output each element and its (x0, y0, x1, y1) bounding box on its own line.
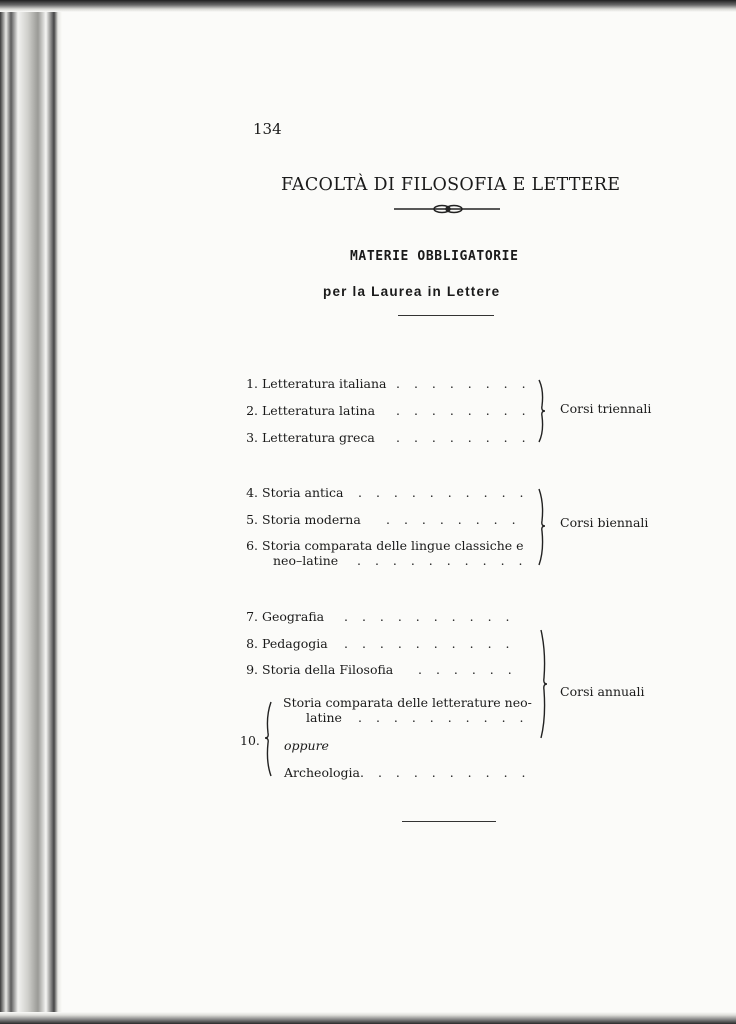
leader-dots: . . . . . . . . . . (344, 636, 515, 651)
item-number: 8. (246, 636, 258, 651)
group-brace (538, 628, 550, 740)
alternative-brace (262, 700, 274, 778)
course-duration-label: Corsi triennali (560, 401, 652, 416)
top-scan-edge (0, 0, 736, 12)
item-label: Letteratura latina (262, 403, 376, 418)
item-number: 2. (246, 403, 258, 418)
section-heading: MATERIE OBBLIGATORIE (350, 249, 519, 264)
item-number: 7. (246, 609, 258, 624)
item-label: Storia comparata delle letterature neo- (283, 695, 532, 710)
section-subheading: per la Laurea in Lettere (323, 284, 501, 299)
item-label: Storia moderna (262, 512, 361, 527)
list-item (240, 430, 375, 445)
faculty-title: FACOLTÀ DI FILOSOFIA E LETTERE (281, 175, 621, 195)
group-brace (536, 487, 548, 567)
group-brace (536, 378, 548, 444)
leader-dots: . . . . . . . . . . (360, 765, 531, 780)
item-label: Geografia (262, 609, 325, 624)
item-label: Pedagogia (262, 636, 328, 651)
list-item (240, 512, 361, 527)
leader-dots: . . . . . . . . (396, 403, 531, 418)
course-duration-label: Corsi biennali (560, 515, 649, 530)
leader-dots: . . . . . . . . (396, 430, 531, 445)
item-number: 10. (240, 733, 260, 748)
course-duration-label: Corsi annuali (560, 684, 645, 699)
item-number: 9. (246, 662, 258, 677)
leader-dots: . . . . . . . . . . (358, 710, 529, 725)
item-number: 6. (246, 538, 258, 553)
item-number: 5. (246, 512, 258, 527)
bottom-scan-edge (0, 1012, 736, 1024)
list-item (240, 376, 386, 391)
list-item (240, 662, 393, 677)
item-label: Storia della Filosofia (262, 662, 394, 677)
leader-dots: . . . . . . (418, 662, 517, 677)
item-label: Letteratura italiana (262, 376, 387, 391)
item-label: Storia antica (262, 485, 344, 500)
list-item (240, 485, 344, 500)
leader-dots: . . . . . . . . . . (358, 485, 529, 500)
list-item (240, 636, 328, 651)
leader-dots: . . . . . . . . (396, 376, 531, 391)
leader-dots: . . . . . . . . (386, 512, 521, 527)
item-label-continuation: latine (306, 710, 342, 725)
alternative-conjunction: oppure (284, 738, 329, 753)
list-item (240, 403, 375, 418)
leader-dots: . . . . . . . . . . (357, 553, 528, 568)
ornament-divider (394, 203, 500, 215)
item-number: 4. (246, 485, 258, 500)
closing-rule (402, 821, 496, 822)
list-item (240, 609, 324, 624)
item-label: Archeologia (284, 765, 360, 780)
heading-rule (398, 315, 494, 316)
item-number: 3. (246, 430, 258, 445)
book-spine-edge (0, 0, 62, 1024)
list-item (240, 538, 524, 553)
item-label: Storia comparata delle lingue classiche e (262, 538, 524, 553)
leader-dots: . . . . . . . . . . (344, 609, 515, 624)
item-label-continuation: neo–latine (273, 553, 339, 568)
page-number: 134 (253, 120, 282, 138)
item-number: 1. (246, 376, 258, 391)
item-label: Letteratura greca (262, 430, 375, 445)
